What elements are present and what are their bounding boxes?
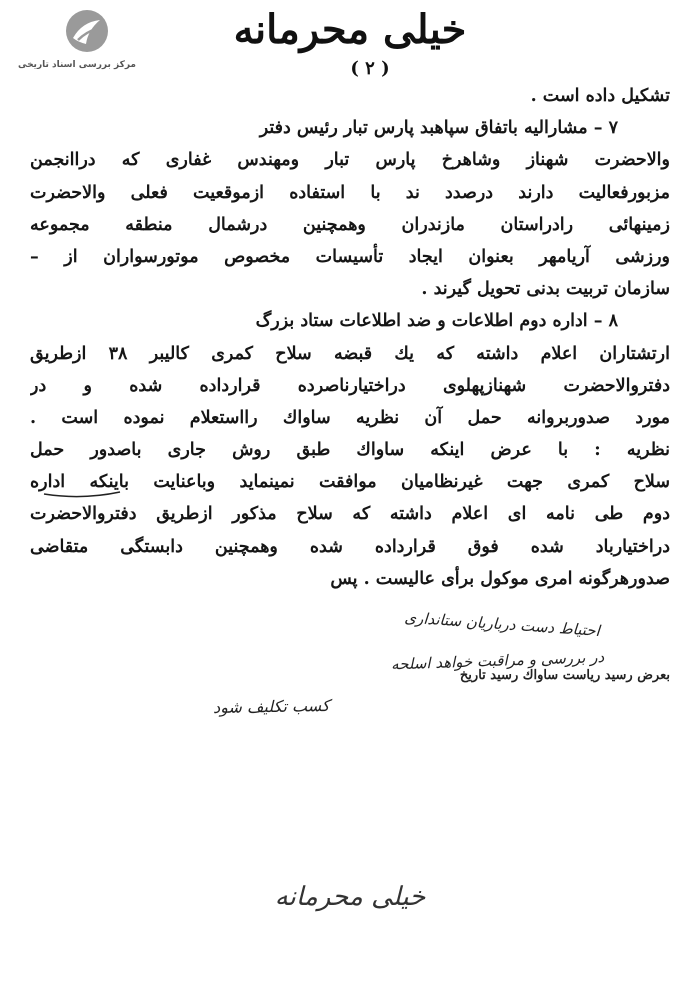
- archive-name: مرکز بررسی اسناد تاریخی: [17, 60, 137, 70]
- archive-emblem-icon: [64, 8, 110, 54]
- body-line: دوم طی نامه ای اعلام داشته که سلاح مذکور ازطریق دفتروالاحضرت: [30, 504, 670, 525]
- body-line: ارتشتاران اعلام داشته که یك قبضه سلاح کمری کالیبر ۳۸ ازطریق: [30, 343, 670, 364]
- page-number: ( ۲ ): [350, 58, 390, 79]
- archive-logo: [12, 8, 142, 78]
- opinion-line: نظریه : با عرض اینکه ساواك طبق روش جاری باصدور حمل: [30, 440, 670, 461]
- document-body: [30, 80, 670, 595]
- body-line: دفتروالاحضرت شهنازپهلوی دراختیارناصرده قرارداده شده و در: [30, 375, 670, 396]
- body-line: صدورهرگونه امری موکول برأی عالیست . پس: [330, 568, 670, 589]
- opinion-underline-icon: [42, 482, 122, 502]
- body-line: والاحضرت شهناز وشاهرخ پارس تبار ومهندس غفاری که دراانجمن: [30, 150, 670, 171]
- body-line: سازمان تربیت بدنی تحویل گیرند .: [421, 279, 670, 300]
- handwritten-note: احتیاط دست درباریان ستانداری: [404, 608, 601, 640]
- body-line: ۷ – مشارالیه باتفاق سپاهبد پارس تبار رئیس دفتر: [259, 118, 618, 139]
- classification-title: خیلی محرمانه: [233, 6, 467, 53]
- body-line: مزبورفعالیت دارند درصدد ند با استفاده ازموقعیت فعلی والاحضرت: [30, 182, 670, 203]
- handwritten-note: کسب تکلیف شود: [213, 696, 331, 718]
- body-line: ورزشی آریامهر بعنوان ایجاد تأسیسات مخصوص موتورسواران از –: [30, 246, 670, 267]
- handwritten-note: در بررسی و مراقبت خواهد اسلحه: [390, 648, 605, 674]
- body-line: سلاح کمری جهت غیرنظامیان موافقت نمینماید وباعنایت باینکه اداره: [30, 472, 670, 493]
- typed-routing-note: بعرض رسید ریاست ساواك رسید تاریخ: [459, 668, 670, 683]
- classification-stamp: خیلی محرمانه: [274, 882, 426, 912]
- body-line: ۸ – اداره دوم اطلاعات و ضد اطلاعات ستاد بزرگ: [255, 311, 618, 332]
- body-line: دراختیارباد شده فوق قرارداده شده وهمچنین دابستگی متقاضی: [30, 536, 670, 557]
- body-line: تشکیل داده است .: [530, 86, 670, 106]
- body-line: مورد صدوربروانه حمل آن نظریه ساواك رااستعلام نموده است .: [30, 407, 670, 428]
- body-line: زمینهائی رادراستان مازندران وهمچنین درشمال منطقه مجموعه: [30, 214, 670, 235]
